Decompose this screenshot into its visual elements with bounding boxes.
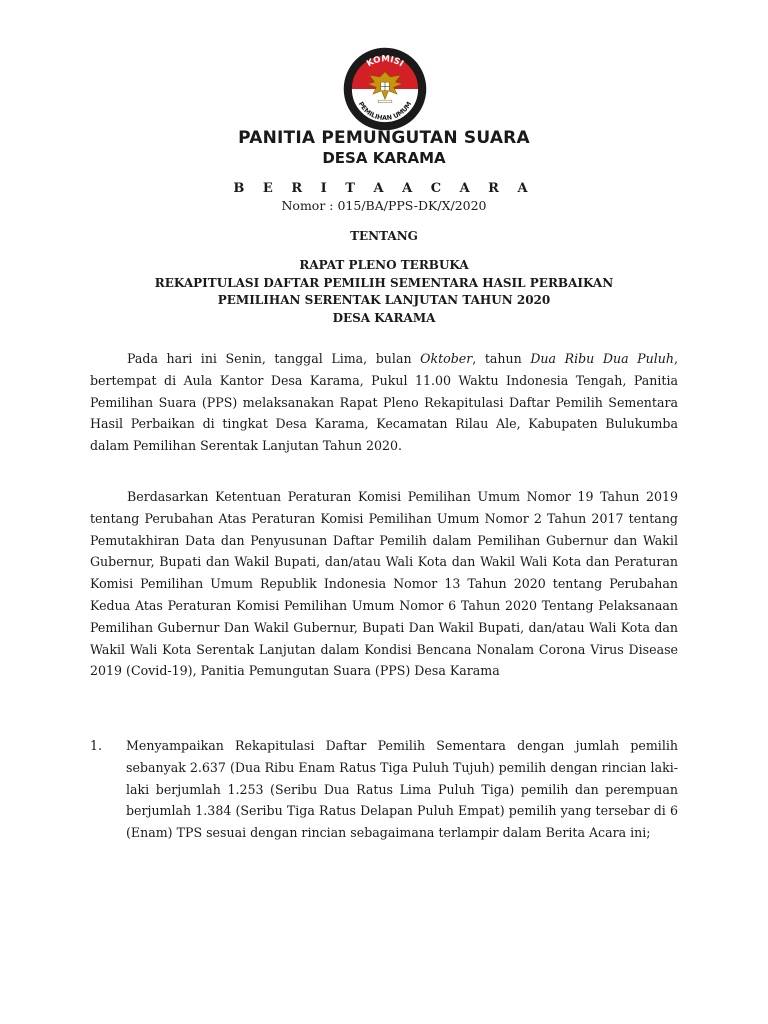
opening-paragraph: Pada hari ini Senin, tanggal Lima, bulan Oktober, tahun Dua Ribu Dua Puluh, bertempat di Aula Kantor Desa Karama, Pukul 11.00 Waktu Indonesia Tengah, Panitia Pemilihan Suara (PPS) melaksanakan Rapat Pleno Rekapitulasi Daftar Pemilih Sementara Hasil Perbaikan di tingkat Desa Karama, Kecamatan Rilau Ale, Kabupaten Bulukumba dalam Pemilihan Serentak Lanjutan Tahun 2020. <box>90 351 678 454</box>
list-item <box>90 735 678 844</box>
logo-top-text: KOMISI <box>365 54 406 70</box>
list-item-number: 1. <box>90 738 103 753</box>
list-item-text: Menyampaikan Rekapitulasi Daftar Pemilih Sementara dengan jumlah pemilih sebanyak 2.637 (Dua Ribu Enam Ratus Tiga Puluh Tujuh) pemilih dengan rincian laki-laki berjumlah 1.253 (Seribu Dua Ratus Lima Puluh Tiga) pemilih dan perempuan berjumlah 1.384 (Seribu Tiga Ratus Delapan Puluh Empat) pemilih yang tersebar di 6 (Enam) TPS sesuai dengan rincian sebagaimana terlampir dalam Berita Acara ini; <box>126 738 678 841</box>
subject-line: REKAPITULASI DAFTAR PEMILIH SEMENTARA HASIL PERBAIKAN <box>154 275 614 290</box>
org-name: PANITIA PEMUNGUTAN SUARA <box>238 128 530 148</box>
document-number: Nomor : 015/BA/PPS-DK/X/2020 <box>281 198 487 213</box>
kpu-logo <box>342 46 428 132</box>
subject-block <box>0 257 768 327</box>
logo-bottom-text: PEMILIHAN UMUM <box>356 100 414 122</box>
subject-line: RAPAT PLENO TERBUKA <box>299 258 469 272</box>
org-subname: DESA KARAMA <box>322 149 446 167</box>
subject-line: PEMILIHAN SERENTAK LANJUTAN TAHUN 2020 <box>217 293 551 307</box>
tentang-heading: TENTANG <box>350 229 418 243</box>
legal-basis-paragraph: Berdasarkan Ketentuan Peraturan Komisi Pemilihan Umum Nomor 19 Tahun 2019 tentang Perubahan Atas Peraturan Komisi Pemilihan Umum Nomor 2 Tahun 2017 tentang Pemutakhiran Data dan Penyusunan Daftar Pemilih dalam Pemilihan Gubernur dan Wakil Gubernur, Bupati dan Wakil Bupati, dan/atau Wali Kota dan Wakil Wali Kota dan Peraturan Komisi Pemilihan Umum Republik Indonesia Nomor 13 Tahun 2020 tentang Perubahan Kedua Atas Peraturan Komisi Pemilihan Umum Nomor 6 Tahun 2020 Tentang Pelaksanaan Pemilihan Gubernur Dan Wakil Gubernur, Bupati Dan Wakil Bupati, dan/atau Wali Kota dan Wakil Wali Kota Serentak Lanjutan dalam Kondisi Bencana Nonalam Corona Virus Disease 2019 (Covid-19), Panitia Pemungutan Suara (PPS) Desa Karama <box>90 489 678 679</box>
subject-line: DESA KARAMA <box>332 310 436 325</box>
document-title: B E R I T A A C A R A <box>233 181 535 196</box>
